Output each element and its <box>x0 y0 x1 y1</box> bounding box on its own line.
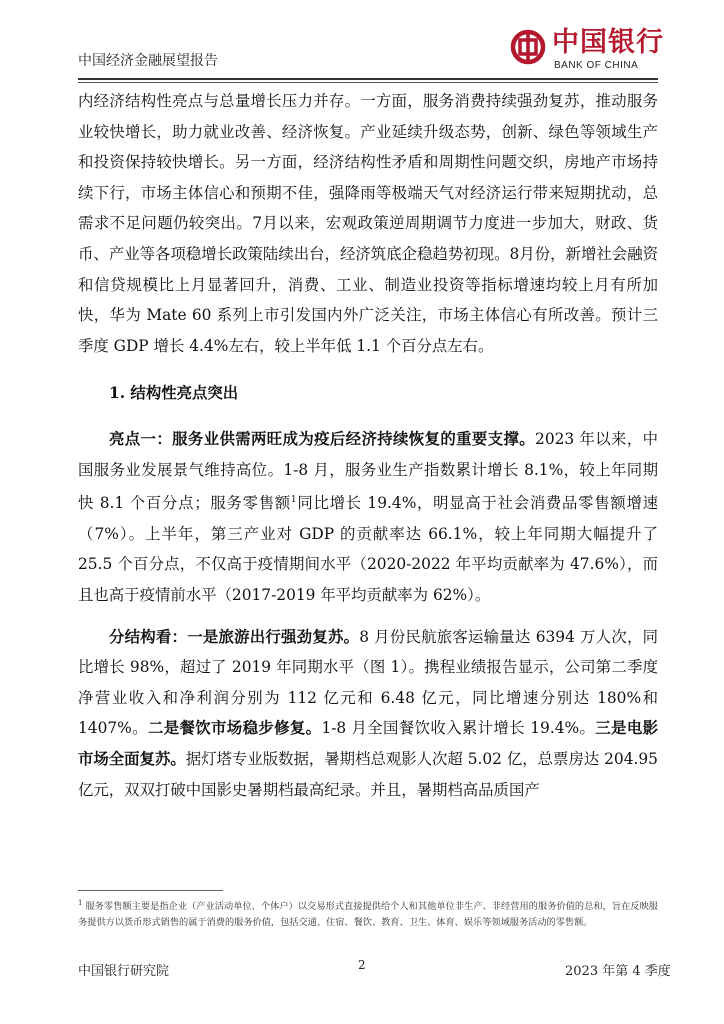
footer-quarter: 2023 年第 4 季度 <box>565 964 671 979</box>
highlight-heading: 亮点一：服务业供需两旺成为疫后经济持续恢复的重要支撑。 <box>109 429 536 448</box>
footnote <box>78 896 658 930</box>
paragraph-3-text-c: 据灯塔专业版数据，暑期档总观影人次超 5.02 亿，总票房达 204.95 亿元，双双打破中国影史暑期档最高纪录。并且，暑期档高品质国产 <box>78 750 658 799</box>
body-text <box>78 86 658 805</box>
paragraph-3-text-a: 8 月份民航旅客运输量达 6394 万人次，同比增长 98%，超过了 2019 年同期水平（图 1）。携程业绩报告显示，公司第二季度净营业收入和净利润分别为 112 亿元和 6.48 亿元，同比增速分别达 180%和 1407%。 <box>78 627 658 738</box>
footnote-ref: 1 <box>290 495 297 506</box>
structure-heading-1: 分结构看：一是旅游出行强劲复苏。 <box>109 627 360 646</box>
structure-heading-3: 三是电影市场全面复苏。 <box>78 719 658 768</box>
report-title: 中国经济金融展望报告 <box>78 53 218 69</box>
footnote-text: 服务零售额主要是指企业（产业活动单位、个体户）以交易形式直接提供给个人和其他单位非生产、非经营用的服务价值的总和，旨在反映服务提供方以货币形式销售的属于消费的服务价值，包括交通、住宿、餐饮、教育、卫生、体育、娱乐等领域服务活动的零售额。 <box>78 901 658 928</box>
structure-heading-2: 二是餐饮市场稳步修复。 <box>147 719 322 738</box>
logo-english-name: BANK OF CHINA <box>554 60 639 71</box>
bank-of-china-logo-icon <box>510 29 546 65</box>
paragraph-2 <box>78 424 658 611</box>
section-heading: 1. 结构性亮点突出 <box>109 384 239 403</box>
paragraph-3 <box>78 622 658 806</box>
paragraph-1: 内经济结构性亮点与总量增长压力并存。一方面，服务消费持续强劲复苏，推动服务业较快增长，助力就业改善、经济恢复。产业延续升级态势，创新、绿色等领域生产和投资保持较快增长。另一方面，经济结构性矛盾和周期性问题交织，房地产市场持续下行，市场主体信心和预期不佳，强降雨等极端天气对经济运行带来短期扰动，总需求不足问题仍较突出。7月以来，宏观政策逆周期调节力度进一步加大，财政、货币、产业等各项稳增长政策陆续出台，经济筑底企稳趋势初现。8月份，新增社会融资和信贷规模比上月显著回升，消费、工业、制造业投资等指标增速均较上月有所加快，华为 Mate 60 系列上市引发国内外广泛关注，市场主体信心有所改善。预计三季度 GDP 增长 4.4%左右，较上半年低 1.1 个百分点左右。 <box>78 92 658 355</box>
header-rule-thin <box>78 82 658 83</box>
bank-logo <box>510 26 664 78</box>
paragraph-2-text-a: 2023 年以来，中国服务业发展景气维持高位。1-8 月，服务业生产指数累计增长 8.1%，较上年同期快 8.1 个百分点；服务零售额 <box>78 429 658 513</box>
page-number: 2 <box>358 958 366 972</box>
paragraph-2-text-b: 同比增长 19.4%，明显高于社会消费品零售额增速（7%）。上半年，第三产业对 GDP 的贡献率达 66.1%，较上年同期大幅提升了 25.5 个百分点，不仅高于疫情期间水平（2020-2022 年平均贡献率为 47.6%），而且也高于疫情前水平（2017-2019 年平均贡献率为 62%）。 <box>78 494 658 605</box>
paragraph-3-text-b: 1-8 月全国餐饮收入累计增长 19.4%。 <box>321 719 596 738</box>
logo-chinese-name: 中国银行 <box>552 27 664 58</box>
footer-institute: 中国银行研究院 <box>78 964 170 979</box>
footnote-marker: 1 <box>78 899 83 907</box>
header-rule <box>78 78 658 80</box>
footnote-rule <box>78 890 223 891</box>
